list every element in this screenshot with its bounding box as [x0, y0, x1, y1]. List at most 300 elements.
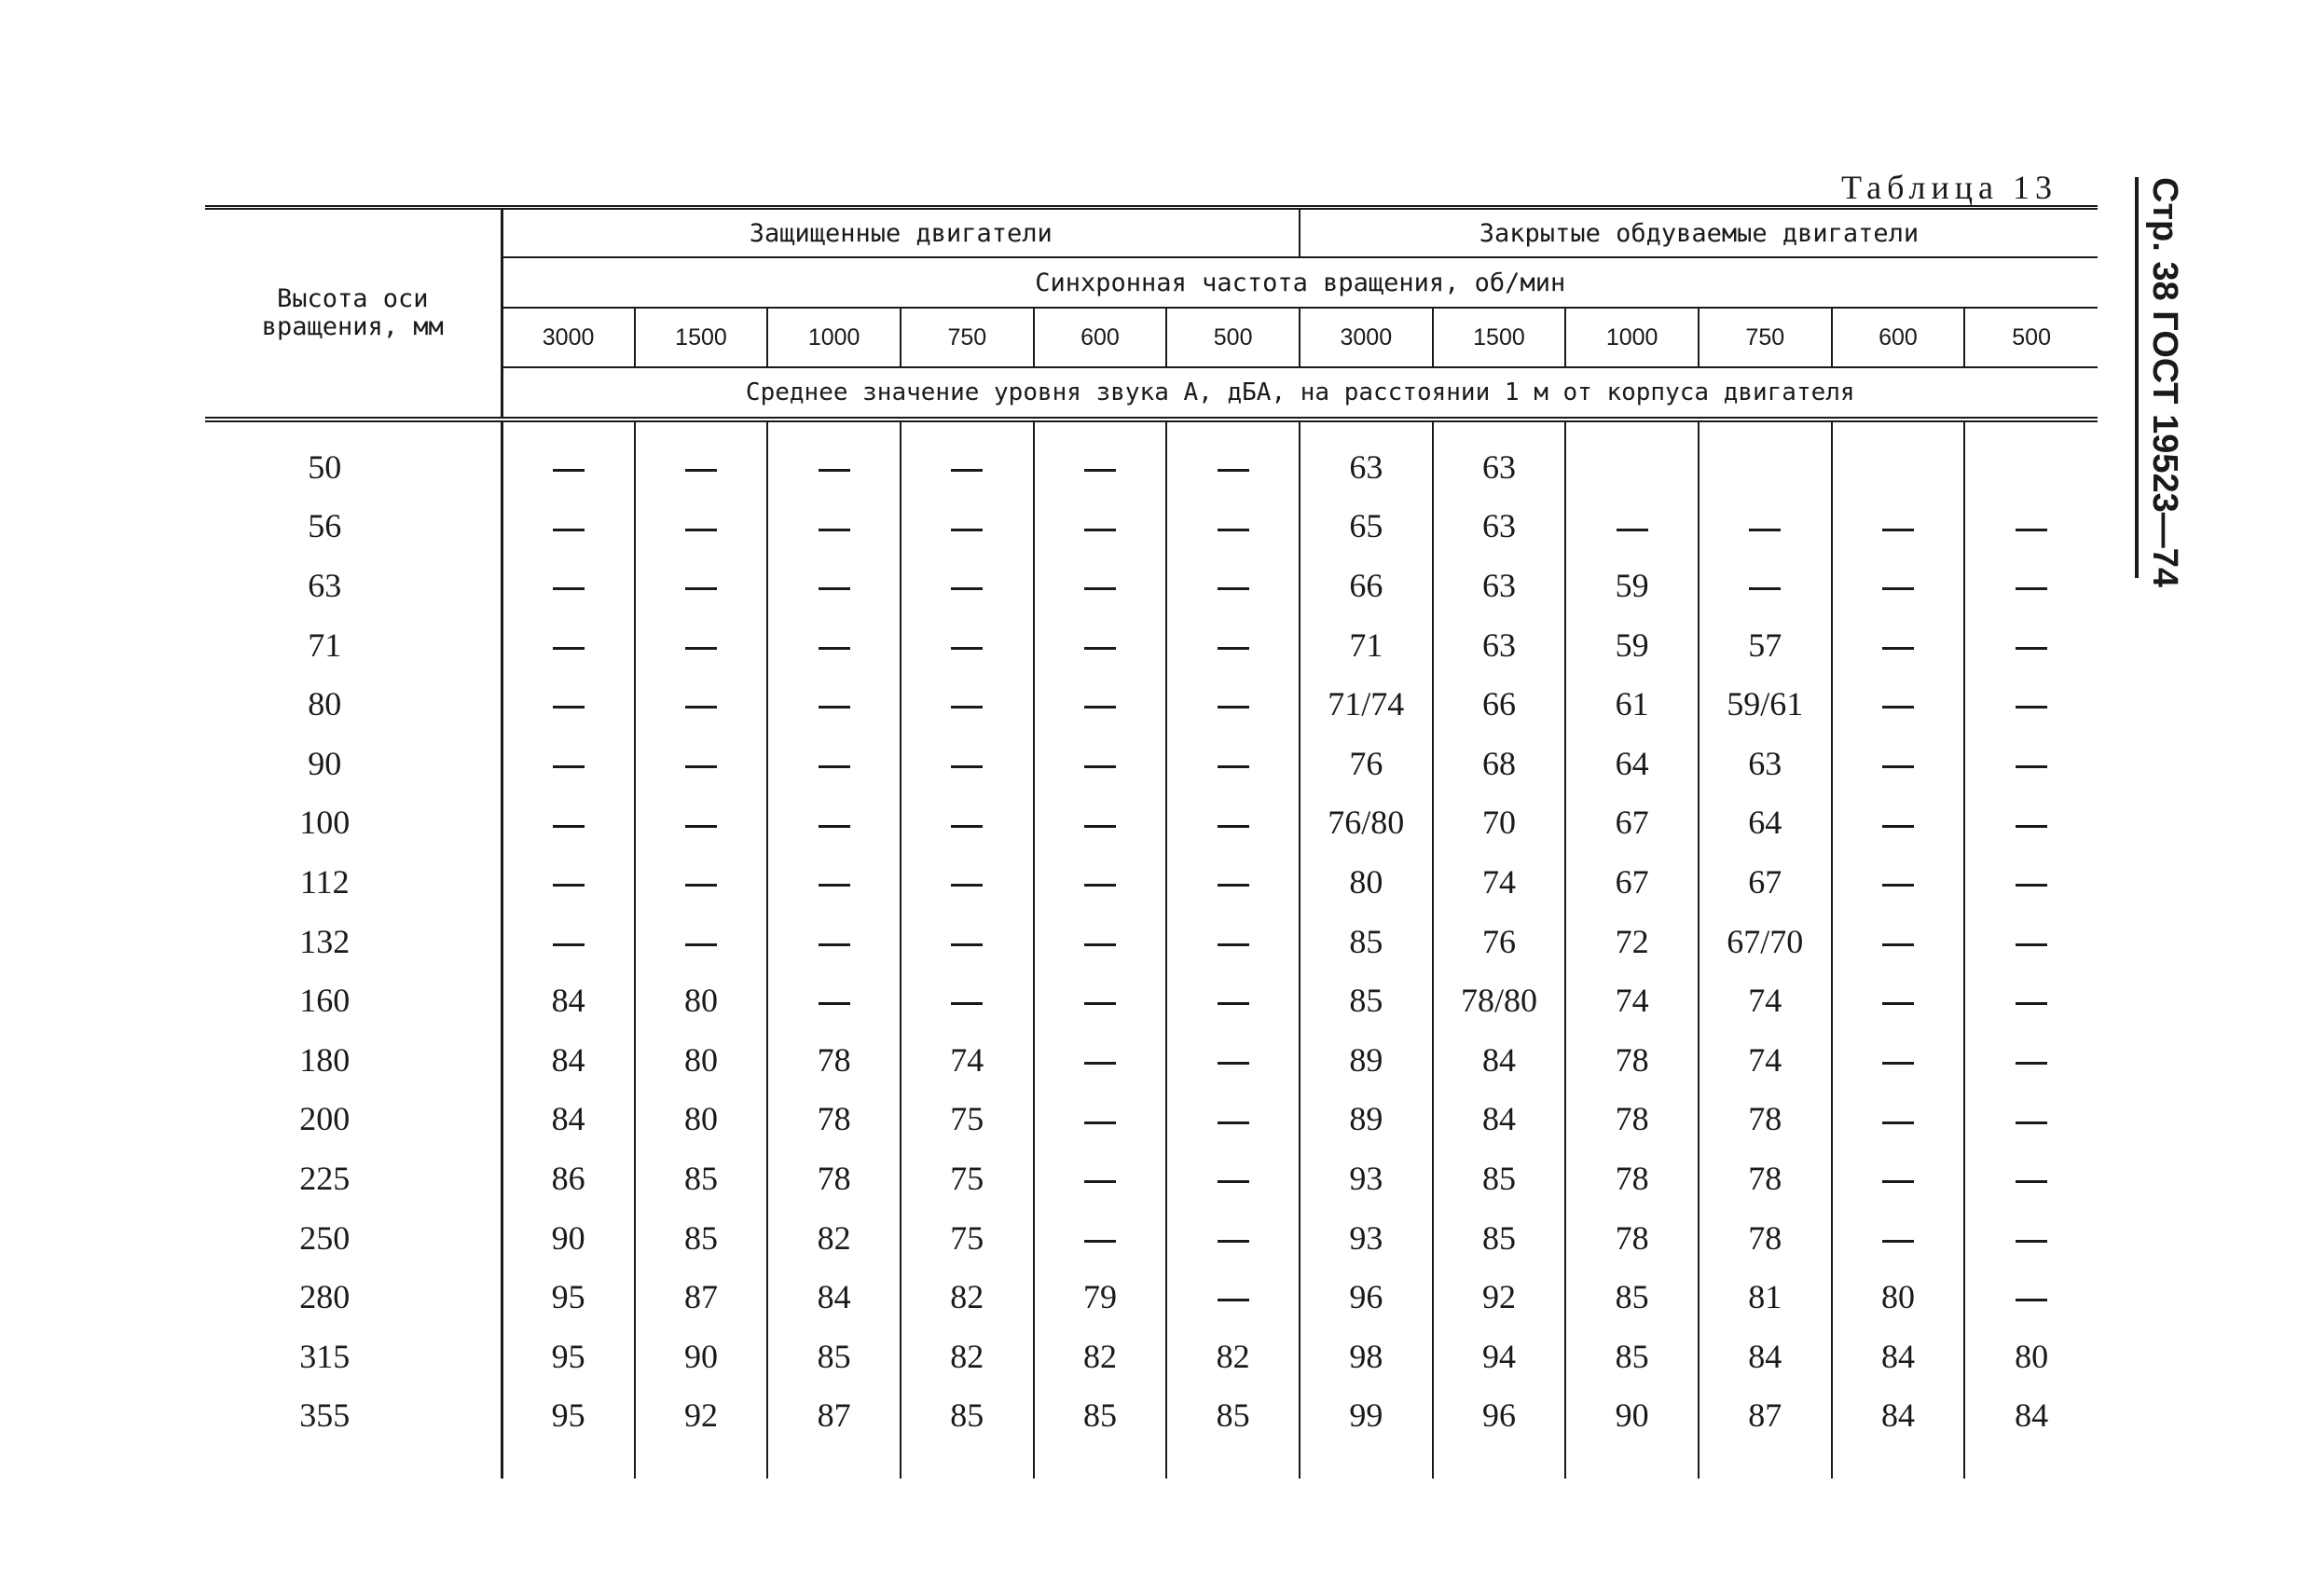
- dash-cell: [901, 793, 1034, 853]
- axis-height-cell: 355: [299, 1396, 351, 1435]
- dash-mark: [1218, 1062, 1249, 1065]
- value-cell: 84: [767, 1267, 901, 1327]
- value-cell: 94: [1433, 1327, 1566, 1386]
- value-cell: 75: [901, 1149, 1034, 1208]
- value-cell: 76: [1300, 734, 1433, 793]
- value-cell: 63: [1433, 615, 1566, 675]
- value-cell: 89: [1300, 1090, 1433, 1149]
- dash-cell: [1166, 674, 1300, 734]
- dash-cell: [1034, 556, 1167, 615]
- value-cell: 78: [767, 1030, 901, 1090]
- dash-cell: [1832, 1149, 1965, 1208]
- dash-mark: [1084, 1240, 1116, 1243]
- dash-mark: [1218, 1002, 1249, 1005]
- dash-mark: [2016, 1002, 2047, 1005]
- dash-cell: [1964, 1030, 2098, 1090]
- dash-mark: [819, 529, 850, 531]
- dash-cell: [767, 970, 901, 1030]
- axis-height-cell: 63: [308, 566, 342, 604]
- dash-mark: [685, 587, 717, 590]
- dash-mark: [1218, 1240, 1249, 1243]
- axis-height-cell: 80: [308, 685, 342, 723]
- speed-header-cell: 1000: [1565, 308, 1699, 367]
- dash-mark: [819, 943, 850, 946]
- dash-cell: [1964, 1208, 2098, 1268]
- value-cell: 63: [1300, 420, 1433, 497]
- table-row: [205, 1267, 2098, 1327]
- value-cell: 82: [901, 1267, 1034, 1327]
- dash-mark: [1882, 587, 1914, 590]
- speed-header-cell: 600: [1034, 308, 1167, 367]
- dash-mark: [951, 647, 983, 650]
- table-row: [205, 970, 2098, 1030]
- dash-cell: [1964, 1267, 2098, 1327]
- dash-cell: [635, 497, 768, 557]
- dash-mark: [553, 943, 585, 946]
- dash-mark: [2016, 587, 2047, 590]
- dash-mark: [951, 884, 983, 887]
- dash-mark: [2016, 1240, 2047, 1243]
- value-cell: 85: [1300, 912, 1433, 971]
- dash-cell: [502, 734, 635, 793]
- dash-cell: [1166, 420, 1300, 497]
- dash-mark: [819, 706, 850, 709]
- dash-cell: [502, 615, 635, 675]
- dash-cell: [1964, 734, 2098, 793]
- dash-cell: [1166, 734, 1300, 793]
- value-cell: 82: [901, 1327, 1034, 1386]
- value-cell: 78: [767, 1149, 901, 1208]
- value-cell: 85: [1433, 1149, 1566, 1208]
- dash-mark: [2016, 943, 2047, 946]
- dash-mark: [951, 529, 983, 531]
- dash-cell: [901, 912, 1034, 971]
- dash-mark: [1218, 706, 1249, 709]
- dash-mark: [553, 587, 585, 590]
- value-cell: 90: [1565, 1386, 1699, 1479]
- table-row: [205, 1030, 2098, 1090]
- dash-cell: [1166, 556, 1300, 615]
- value-cell: 85: [1300, 970, 1433, 1030]
- axis-height-cell: 315: [299, 1337, 351, 1375]
- dash-mark: [1084, 943, 1116, 946]
- dash-cell: [1166, 912, 1300, 971]
- value-cell: 70: [1433, 793, 1566, 853]
- dash-mark: [1218, 1299, 1249, 1301]
- dash-cell: [1699, 556, 1832, 615]
- axis-height-cell: 250: [299, 1218, 351, 1257]
- dash-cell: [1166, 793, 1300, 853]
- table-row: [205, 734, 2098, 793]
- dash-mark: [685, 469, 717, 472]
- value-cell: 68: [1433, 734, 1566, 793]
- dash-mark: [553, 529, 585, 531]
- dash-mark: [1084, 647, 1116, 650]
- value-cell: 87: [767, 1386, 901, 1479]
- dash-cell: [1034, 497, 1167, 557]
- axis-height-cell: 225: [299, 1159, 351, 1197]
- value-cell: 66: [1433, 674, 1566, 734]
- dash-cell: [502, 793, 635, 853]
- table-title: Таблица 13: [1841, 169, 2057, 206]
- dash-cell: [1832, 556, 1965, 615]
- dash-mark: [1084, 706, 1116, 709]
- dash-mark: [1084, 587, 1116, 590]
- value-cell: 64: [1565, 734, 1699, 793]
- dash-mark: [1882, 1121, 1914, 1124]
- dash-mark: [951, 469, 983, 472]
- dash-cell: [1034, 852, 1167, 912]
- value-cell: 98: [1300, 1327, 1433, 1386]
- dash-cell: [502, 852, 635, 912]
- value-cell: 59: [1565, 615, 1699, 675]
- value-cell: 78: [767, 1090, 901, 1149]
- dash-mark: [685, 647, 717, 650]
- dash-cell: [1964, 615, 2098, 675]
- dash-mark: [1749, 587, 1781, 590]
- value-cell: [1832, 420, 1965, 497]
- value-cell: 78: [1699, 1149, 1832, 1208]
- axis-height-cell: 132: [299, 922, 351, 960]
- table-row: [205, 1327, 2098, 1386]
- value-cell: 79: [1034, 1267, 1167, 1327]
- dash-cell: [635, 615, 768, 675]
- dash-cell: [1034, 734, 1167, 793]
- table-row: [205, 852, 2098, 912]
- value-cell: 86: [502, 1149, 635, 1208]
- dash-mark: [819, 765, 850, 768]
- dash-mark: [1084, 825, 1116, 828]
- dash-mark: [1084, 884, 1116, 887]
- speed-header-cell: 1000: [767, 308, 901, 367]
- value-cell: 90: [635, 1327, 768, 1386]
- value-cell: 65: [1300, 497, 1433, 557]
- value-cell: 85: [635, 1149, 768, 1208]
- dash-cell: [1964, 497, 2098, 557]
- value-cell: 80: [635, 970, 768, 1030]
- value-cell: 80: [635, 1090, 768, 1149]
- dash-mark: [1218, 884, 1249, 887]
- dash-mark: [951, 765, 983, 768]
- value-cell: [1699, 420, 1832, 497]
- value-cell: 78: [1699, 1208, 1832, 1268]
- table-row: [205, 674, 2098, 734]
- dash-mark: [1218, 587, 1249, 590]
- dash-cell: [1034, 1030, 1167, 1090]
- value-cell: 78: [1565, 1090, 1699, 1149]
- value-cell: 84: [1433, 1090, 1566, 1149]
- dash-cell: [502, 674, 635, 734]
- dash-mark: [553, 647, 585, 650]
- dash-cell: [1699, 497, 1832, 557]
- dash-cell: [502, 497, 635, 557]
- dash-mark: [819, 825, 850, 828]
- dash-mark: [951, 706, 983, 709]
- dash-cell: [767, 734, 901, 793]
- dash-cell: [635, 674, 768, 734]
- dash-cell: [767, 852, 901, 912]
- dash-cell: [1832, 615, 1965, 675]
- value-cell: 78: [1565, 1149, 1699, 1208]
- dash-cell: [1166, 615, 1300, 675]
- value-cell: 74: [901, 1030, 1034, 1090]
- dash-cell: [901, 420, 1034, 497]
- value-cell: 67: [1699, 852, 1832, 912]
- dash-mark: [1218, 765, 1249, 768]
- value-cell: 63: [1433, 420, 1566, 497]
- dash-cell: [635, 912, 768, 971]
- dash-mark: [2016, 1062, 2047, 1065]
- dash-mark: [2016, 1299, 2047, 1301]
- dash-mark: [1084, 469, 1116, 472]
- dash-mark: [553, 825, 585, 828]
- speed-header-cell: 1500: [1433, 308, 1566, 367]
- dash-mark: [1882, 647, 1914, 650]
- dash-mark: [2016, 884, 2047, 887]
- value-cell: 75: [901, 1090, 1034, 1149]
- dash-cell: [767, 793, 901, 853]
- dash-cell: [1964, 674, 2098, 734]
- dash-mark: [2016, 647, 2047, 650]
- dash-mark: [1218, 647, 1249, 650]
- dash-mark: [553, 469, 585, 472]
- dash-cell: [1034, 1208, 1167, 1268]
- dash-cell: [1034, 970, 1167, 1030]
- dash-cell: [1832, 497, 1965, 557]
- table-row: [205, 420, 2098, 497]
- page-label: [2140, 177, 2195, 588]
- axis-height-cell: 112: [299, 862, 350, 901]
- dash-mark: [819, 884, 850, 887]
- side-rule: [2135, 177, 2139, 578]
- measure-header: Среднее значение уровня звука А, дБА, на расстоянии 1 м от корпуса двигателя: [502, 367, 2098, 420]
- value-cell: 84: [1832, 1327, 1965, 1386]
- dash-mark: [819, 647, 850, 650]
- value-cell: 74: [1565, 970, 1699, 1030]
- dash-cell: [901, 556, 1034, 615]
- dash-cell: [1832, 1090, 1965, 1149]
- dash-cell: [901, 970, 1034, 1030]
- dash-cell: [1166, 852, 1300, 912]
- value-cell: 67: [1565, 793, 1699, 853]
- dash-cell: [767, 912, 901, 971]
- dash-cell: [502, 420, 635, 497]
- dash-mark: [1882, 1180, 1914, 1183]
- dash-mark: [2016, 1180, 2047, 1183]
- dash-mark: [1882, 765, 1914, 768]
- dash-cell: [1964, 852, 2098, 912]
- dash-cell: [1166, 497, 1300, 557]
- dash-mark: [1084, 1002, 1116, 1005]
- value-cell: 76/80: [1300, 793, 1433, 853]
- value-cell: 80: [1964, 1327, 2098, 1386]
- value-cell: 82: [1034, 1327, 1167, 1386]
- dash-cell: [767, 497, 901, 557]
- value-cell: 99: [1300, 1386, 1433, 1479]
- dash-cell: [1166, 1030, 1300, 1090]
- axis-height-cell: 50: [308, 447, 342, 486]
- dash-cell: [1166, 1267, 1300, 1327]
- value-cell: 85: [1166, 1386, 1300, 1479]
- value-cell: 80: [635, 1030, 768, 1090]
- axis-height-cell: 71: [308, 626, 342, 664]
- dash-cell: [901, 497, 1034, 557]
- dash-mark: [1218, 529, 1249, 531]
- dash-cell: [1565, 497, 1699, 557]
- dash-mark: [685, 825, 717, 828]
- dash-cell: [1964, 1090, 2098, 1149]
- value-cell: 71: [1300, 615, 1433, 675]
- table-row: [205, 556, 2098, 615]
- value-cell: 93: [1300, 1208, 1433, 1268]
- value-cell: 85: [1565, 1267, 1699, 1327]
- value-cell: 78: [1565, 1208, 1699, 1268]
- value-cell: 87: [635, 1267, 768, 1327]
- dash-mark: [1218, 943, 1249, 946]
- dash-cell: [1832, 1030, 1965, 1090]
- value-cell: 78: [1565, 1030, 1699, 1090]
- dash-mark: [1218, 1180, 1249, 1183]
- dash-mark: [1882, 825, 1914, 828]
- value-cell: 63: [1699, 734, 1832, 793]
- dash-mark: [553, 765, 585, 768]
- dash-cell: [502, 912, 635, 971]
- dash-cell: [767, 674, 901, 734]
- value-cell: 78: [1699, 1090, 1832, 1149]
- dash-cell: [1034, 674, 1167, 734]
- dash-mark: [1749, 529, 1781, 531]
- value-cell: 85: [1034, 1386, 1167, 1479]
- value-cell: 96: [1433, 1386, 1566, 1479]
- dash-cell: [635, 420, 768, 497]
- dash-cell: [1034, 615, 1167, 675]
- dash-cell: [901, 734, 1034, 793]
- table-row: [205, 1208, 2098, 1268]
- dash-cell: [502, 556, 635, 615]
- dash-cell: [767, 420, 901, 497]
- dash-mark: [1882, 884, 1914, 887]
- value-cell: 75: [901, 1208, 1034, 1268]
- dash-mark: [685, 529, 717, 531]
- value-cell: 87: [1699, 1386, 1832, 1479]
- value-cell: 59: [1565, 556, 1699, 615]
- dash-cell: [1964, 793, 2098, 853]
- dash-cell: [1832, 734, 1965, 793]
- dash-mark: [1218, 1121, 1249, 1124]
- dash-mark: [1084, 1180, 1116, 1183]
- value-cell: 85: [1433, 1208, 1566, 1268]
- value-cell: 95: [502, 1267, 635, 1327]
- value-cell: 63: [1433, 497, 1566, 557]
- dash-cell: [1964, 556, 2098, 615]
- dash-mark: [951, 943, 983, 946]
- value-cell: 85: [1565, 1327, 1699, 1386]
- dash-mark: [1882, 529, 1914, 531]
- value-cell: 72: [1565, 912, 1699, 971]
- dash-cell: [1166, 1149, 1300, 1208]
- dash-cell: [1832, 912, 1965, 971]
- row-header-height: Высота оси вращения, мм: [205, 208, 502, 420]
- value-cell: 74: [1699, 970, 1832, 1030]
- axis-height-cell: 180: [299, 1040, 351, 1079]
- dash-mark: [1218, 825, 1249, 828]
- dash-mark: [1218, 469, 1249, 472]
- value-cell: 74: [1433, 852, 1566, 912]
- dash-cell: [1832, 793, 1965, 853]
- speed-header-cell: 1500: [635, 308, 768, 367]
- dash-cell: [1034, 420, 1167, 497]
- dash-mark: [1882, 1062, 1914, 1065]
- value-cell: 84: [1433, 1030, 1566, 1090]
- value-cell: 92: [635, 1386, 768, 1479]
- value-cell: 85: [767, 1327, 901, 1386]
- group-closed-motors: Закрытые обдуваемые двигатели: [1300, 208, 2098, 258]
- value-cell: 84: [1699, 1327, 1832, 1386]
- dash-cell: [1034, 1149, 1167, 1208]
- value-cell: 67: [1565, 852, 1699, 912]
- dash-cell: [1964, 970, 2098, 1030]
- dash-mark: [2016, 706, 2047, 709]
- dash-mark: [819, 1002, 850, 1005]
- value-cell: 84: [502, 970, 635, 1030]
- dash-cell: [1166, 1090, 1300, 1149]
- value-cell: 80: [1300, 852, 1433, 912]
- value-cell: 95: [502, 1327, 635, 1386]
- value-cell: 85: [901, 1386, 1034, 1479]
- value-cell: 82: [1166, 1327, 1300, 1386]
- dash-cell: [635, 793, 768, 853]
- dash-mark: [1084, 765, 1116, 768]
- value-cell: 89: [1300, 1030, 1433, 1090]
- value-cell: 61: [1565, 674, 1699, 734]
- table-row: [205, 497, 2098, 557]
- axis-height-cell: 160: [299, 982, 351, 1020]
- dash-cell: [1034, 1090, 1167, 1149]
- axis-height-cell: 280: [299, 1278, 351, 1316]
- value-cell: 96: [1300, 1267, 1433, 1327]
- dash-cell: [1832, 970, 1965, 1030]
- value-cell: 78/80: [1433, 970, 1566, 1030]
- dash-mark: [1882, 1240, 1914, 1243]
- dash-mark: [2016, 1121, 2047, 1124]
- speed-header-cell: 750: [1699, 308, 1832, 367]
- value-cell: 81: [1699, 1267, 1832, 1327]
- dash-mark: [1617, 529, 1648, 531]
- value-cell: 95: [502, 1386, 635, 1479]
- dash-cell: [901, 615, 1034, 675]
- dash-mark: [819, 587, 850, 590]
- dash-mark: [951, 825, 983, 828]
- table-row: [205, 793, 2098, 853]
- value-cell: 84: [1964, 1386, 2098, 1479]
- axis-height-cell: 100: [299, 804, 351, 842]
- dash-cell: [901, 674, 1034, 734]
- dash-mark: [685, 765, 717, 768]
- dash-mark: [951, 1002, 983, 1005]
- dash-cell: [1166, 1208, 1300, 1268]
- dash-mark: [685, 884, 717, 887]
- dash-mark: [819, 469, 850, 472]
- dash-mark: [1084, 1121, 1116, 1124]
- dash-cell: [635, 734, 768, 793]
- speed-header-cell: 750: [901, 308, 1034, 367]
- value-cell: [1565, 420, 1699, 497]
- dash-cell: [767, 556, 901, 615]
- speed-header-cell: 600: [1832, 308, 1965, 367]
- speed-header-cell: 3000: [502, 308, 635, 367]
- table-row: [205, 1386, 2098, 1479]
- dash-cell: [1034, 793, 1167, 853]
